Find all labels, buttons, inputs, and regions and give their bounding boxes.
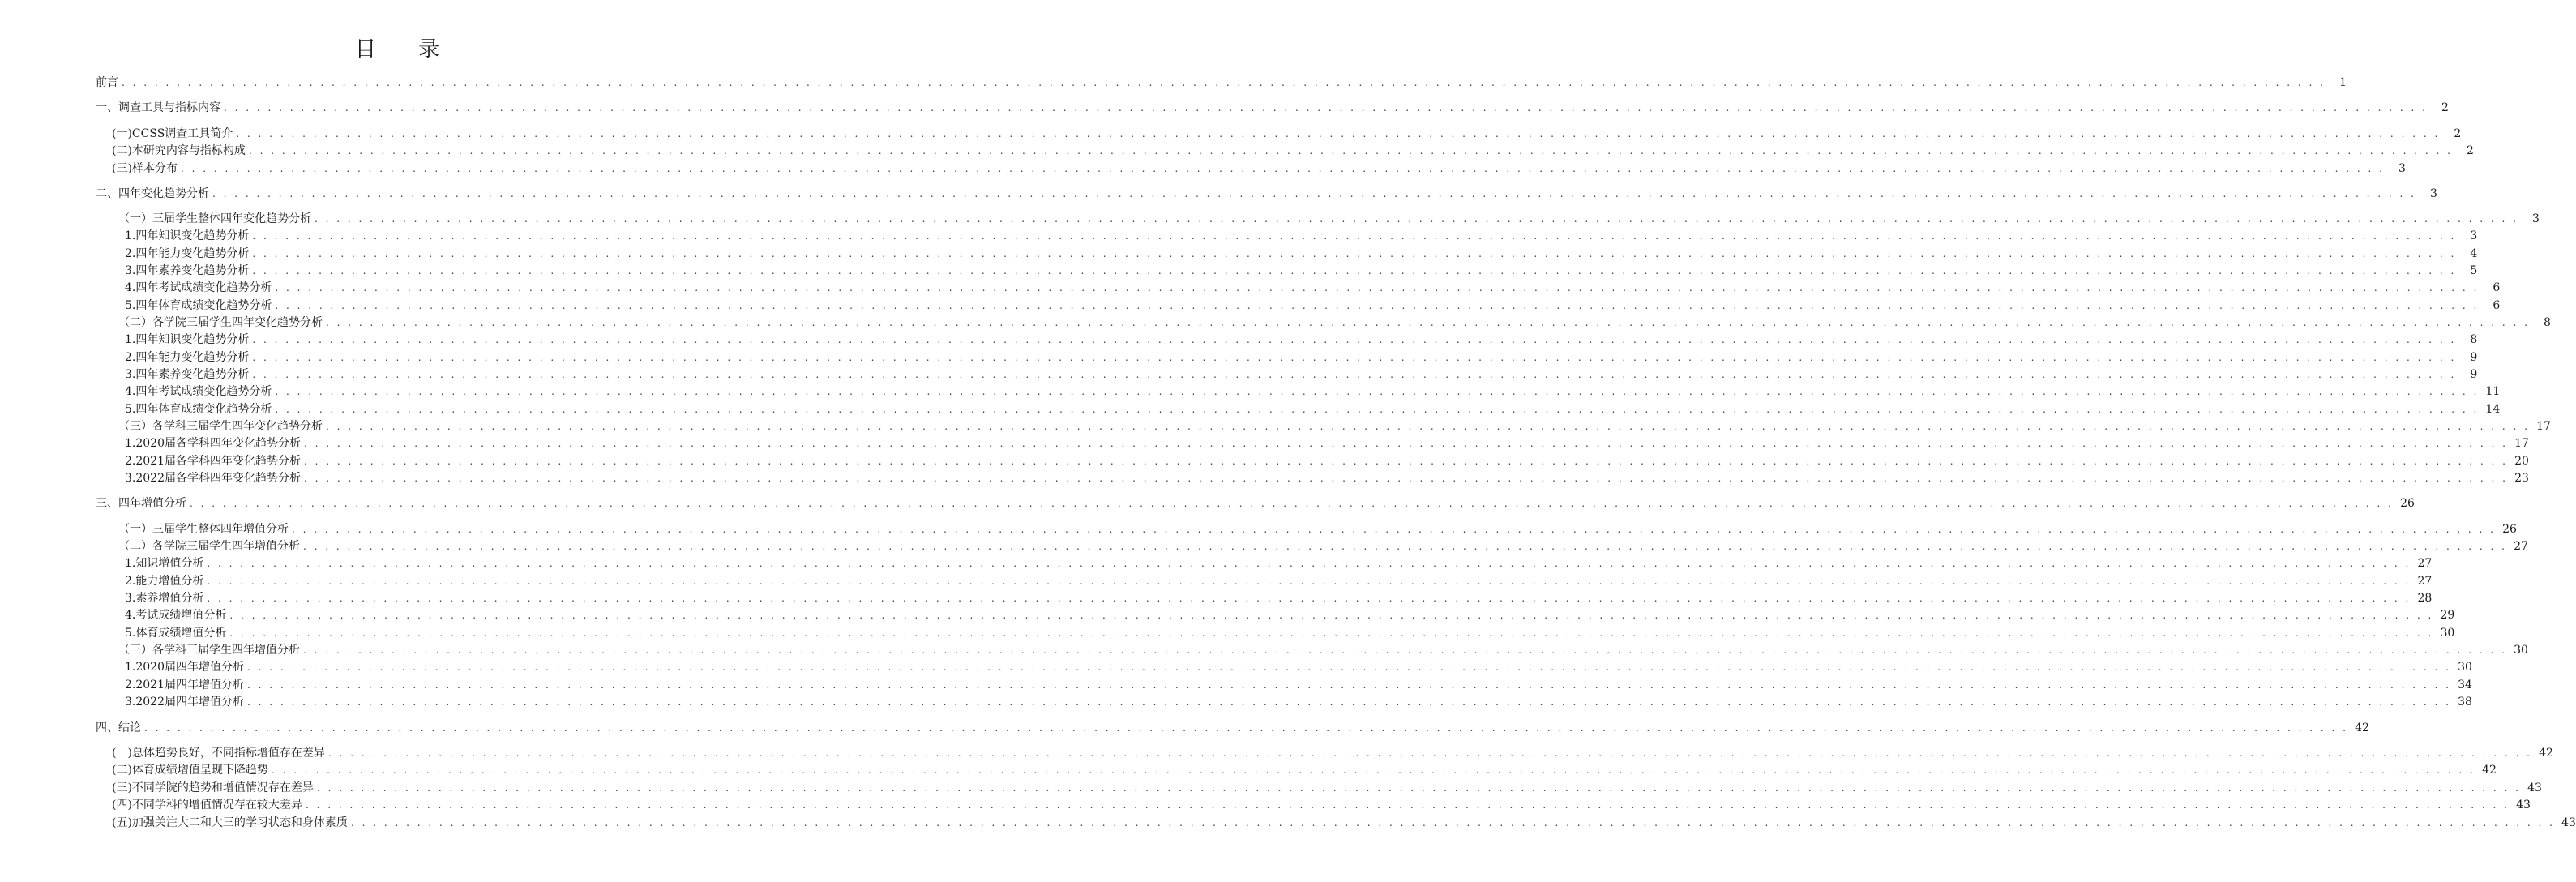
- toc-dot-leader: . . . . . . . . . . . . . . . . . . . . . . . . . . . . . . . . . . . . . . . . . . . . . . . . . . . . . . . . . . . . . . . . . . . . . . . . . . . . . . . . . . . . . . . . . . . . . . . . . . . . . . . . . . . . . . . . . . . . . . . . . . . . . . . . . . . . . . . . . . . . . . . . . . . . . . . . . . . . . . . . . . . . . . . . . . . . . . . . . . . . . . . . . . . . . . . . . . . . . . . .: [247, 696, 2451, 708]
- toc-entry[interactable]: [125, 280, 2501, 296]
- toc-entry-label: 3.四年素养变化趋势分析: [125, 264, 250, 277]
- toc-entry-label: 3.2022届各学科四年变化趋势分析: [125, 472, 301, 485]
- toc-entry[interactable]: [125, 677, 2472, 693]
- toc-entry[interactable]: [96, 75, 2347, 91]
- toc-entry[interactable]: [96, 100, 2449, 116]
- toc-entry-page-number: 28: [2417, 592, 2433, 605]
- toc-dot-leader: . . . . . . . . . . . . . . . . . . . . . . . . . . . . . . . . . . . . . . . . . . . . . . . . . . . . . . . . . . . . . . . . . . . . . . . . . . . . . . . . . . . . . . . . . . . . . . . . . . . . . . . . . . . . . . . . . . . . . . . . . . . . . . . . . . . . . . . . . . . . . . . . . . . . . . . . . . . . . . . . . . . . . . . . . . . . . . . . . . . . . . . . . . . . . . . . . . . . . . . .: [229, 610, 2434, 621]
- toc-entry-page-number: 38: [2458, 696, 2472, 709]
- toc-entry-page-number: 1: [2339, 76, 2347, 89]
- toc-entry-page-number: 2: [2466, 144, 2474, 157]
- toc-entry-label: (三)不同学院的趋势和增值情况存在差异: [112, 781, 314, 794]
- toc-entry-page-number: 20: [2514, 455, 2529, 468]
- toc-dot-leader: . . . . . . . . . . . . . . . . . . . . . . . . . . . . . . . . . . . . . . . . . . . . . . . . . . . . . . . . . . . . . . . . . . . . . . . . . . . . . . . . . . . . . . . . . . . . . . . . . . . . . . . . . . . . . . . . . . . . . . . . . . . . . . . . . . . . . . . . . . . . . . . . . . . . . . . . . . . . . . . . . . . . . . . . . . . . . . . . . . . . . . . . . . . . . . . . . . . . . . . .: [144, 722, 2348, 734]
- toc-dot-leader: . . . . . . . . . . . . . . . . . . . . . . . . . . . . . . . . . . . . . . . . . . . . . . . . . . . . . . . . . . . . . . . . . . . . . . . . . . . . . . . . . . . . . . . . . . . . . . . . . . . . . . . . . . . . . . . . . . . . . . . . . . . . . . . . . . . . . . . . . . . . . . . . . . . . . . . . . . . . . . . . . . . . . . . . . . . . . . . . . . . . . . . . . . . . . . . . . . . . . . . .: [207, 558, 2411, 569]
- toc-dot-leader: . . . . . . . . . . . . . . . . . . . . . . . . . . . . . . . . . . . . . . . . . . . . . . . . . . . . . . . . . . . . . . . . . . . . . . . . . . . . . . . . . . . . . . . . . . . . . . . . . . . . . . . . . . . . . . . . . . . . . . . . . . . . . . . . . . . . . . . . . . . . . . . . . . . . . . . . . . . . . . . . . . . . . . . . . . . . . . . . . . . . . . . . . . . . . . . . . . . . . . . .: [292, 524, 2496, 535]
- toc-entry[interactable]: [118, 211, 2540, 227]
- toc-entry-label: 5.四年体育成绩变化趋势分析: [125, 299, 272, 312]
- toc-entry-page-number: 30: [2458, 661, 2472, 674]
- toc-dot-leader: . . . . . . . . . . . . . . . . . . . . . . . . . . . . . . . . . . . . . . . . . . . . . . . . . . . . . . . . . . . . . . . . . . . . . . . . . . . . . . . . . . . . . . . . . . . . . . . . . . . . . . . . . . . . . . . . . . . . . . . . . . . . . . . . . . . . . . . . . . . . . . . . . . . . . . . . . . . . . . . . . . . . . . . . . . . . . . . . . . . . . . . . . . . . . . . . . . . . . . . .: [207, 576, 2411, 587]
- toc-dot-leader: . . . . . . . . . . . . . . . . . . . . . . . . . . . . . . . . . . . . . . . . . . . . . . . . . . . . . . . . . . . . . . . . . . . . . . . . . . . . . . . . . . . . . . . . . . . . . . . . . . . . . . . . . . . . . . . . . . . . . . . . . . . . . . . . . . . . . . . . . . . . . . . . . . . . . . . . . . . . . . . . . . . . . . . . . . . . . . . . . . . . . . . . . . . . . . . . . . . . . . . .: [275, 300, 2480, 311]
- toc-entry-page-number: 14: [2485, 403, 2501, 416]
- toc-entry-page-number: 26: [2400, 497, 2415, 510]
- toc-entry[interactable]: [125, 435, 2529, 452]
- toc-entry[interactable]: [125, 228, 2478, 244]
- page-title: 目 录: [354, 37, 458, 62]
- toc-entry-page-number: 8: [2544, 316, 2551, 329]
- toc-entry-label: 二、四年变化趋势分析: [96, 187, 209, 200]
- toc-entry-label: （一）三届学生整体四年变化趋势分析: [118, 212, 311, 225]
- toc-entry-page-number: 4: [2470, 247, 2478, 260]
- toc-entry-label: (三)样本分布: [112, 162, 178, 175]
- toc-entry[interactable]: [118, 642, 2528, 658]
- toc-entry[interactable]: [112, 762, 2497, 778]
- toc-entry-label: 2.2021届四年增值分析: [125, 679, 244, 691]
- toc-entry[interactable]: [112, 126, 2462, 142]
- toc-entry-label: (五)加强关注大二和大三的学习状态和身体素质: [112, 816, 348, 829]
- toc-entry-page-number: 43: [2516, 799, 2531, 811]
- toc-dot-leader: . . . . . . . . . . . . . . . . . . . . . . . . . . . . . . . . . . . . . . . . . . . . . . . . . . . . . . . . . . . . . . . . . . . . . . . . . . . . . . . . . . . . . . . . . . . . . . . . . . . . . . . . . . . . . . . . . . . . . . . . . . . . . . . . . . . . . . . . . . . . . . . . . . . . . . . . . . . . . . . . . . . . . . . . . . . . . . . . . . . . . . . . . . . . . . . . . . . . . . . .: [326, 317, 2530, 328]
- toc-entry-page-number: 27: [2417, 575, 2433, 588]
- toc-entry-label: 5.体育成绩增值分析: [125, 627, 227, 640]
- toc-entry-label: 3.四年素养变化趋势分析: [125, 368, 250, 381]
- toc-dot-leader: . . . . . . . . . . . . . . . . . . . . . . . . . . . . . . . . . . . . . . . . . . . . . . . . . . . . . . . . . . . . . . . . . . . . . . . . . . . . . . . . . . . . . . . . . . . . . . . . . . . . . . . . . . . . . . . . . . . . . . . . . . . . . . . . . . . . . . . . . . . . . . . . . . . . . . . . . . . . . . . . . . . . . . . . . . . . . . . . . . . . . . . . . . . . . . . . . . . . . . . .: [327, 747, 2532, 759]
- toc-dot-leader: . . . . . . . . . . . . . . . . . . . . . . . . . . . . . . . . . . . . . . . . . . . . . . . . . . . . . . . . . . . . . . . . . . . . . . . . . . . . . . . . . . . . . . . . . . . . . . . . . . . . . . . . . . . . . . . . . . . . . . . . . . . . . . . . . . . . . . . . . . . . . . . . . . . . . . . . . . . . . . . . . . . . . . . . . . . . . . . . . . . . . . . . . . . . . . . . . . . . . . . .: [207, 593, 2411, 604]
- toc-entry-label: 4.四年考试成绩变化趋势分析: [125, 385, 272, 398]
- toc-entry-label: 一、调查工具与指标内容: [96, 101, 220, 114]
- toc-entry-label: （二）各学院三届学生四年增值分析: [118, 540, 300, 553]
- toc-entry-label: 1.四年知识变化趋势分析: [125, 333, 250, 346]
- toc-entry[interactable]: [112, 143, 2474, 159]
- toc-entry[interactable]: [96, 186, 2437, 202]
- toc-entry-label: （三）各学科三届学生四年变化趋势分析: [118, 420, 323, 433]
- toc-dot-leader: . . . . . . . . . . . . . . . . . . . . . . . . . . . . . . . . . . . . . . . . . . . . . . . . . . . . . . . . . . . . . . . . . . . . . . . . . . . . . . . . . . . . . . . . . . . . . . . . . . . . . . . . . . . . . . . . . . . . . . . . . . . . . . . . . . . . . . . . . . . . . . . . . . . . . . . . . . . . . . . . . . . . . . . . . . . . . . . . . . . . . . . . . . . . . . . . . . . . . . . .: [247, 679, 2451, 691]
- toc-entry-label: 1.四年知识变化趋势分析: [125, 229, 250, 242]
- toc-entry[interactable]: [112, 161, 2406, 177]
- toc-dot-leader: . . . . . . . . . . . . . . . . . . . . . . . . . . . . . . . . . . . . . . . . . . . . . . . . . . . . . . . . . . . . . . . . . . . . . . . . . . . . . . . . . . . . . . . . . . . . . . . . . . . . . . . . . . . . . . . . . . . . . . . . . . . . . . . . . . . . . . . . . . . . . . . . . . . . . . . . . . . . . . . . . . . . . . . . . . . . . . . . . . . . . . . . . . . . . . . . . . . . . . . .: [212, 188, 2416, 199]
- toc-dot-leader: . . . . . . . . . . . . . . . . . . . . . . . . . . . . . . . . . . . . . . . . . . . . . . . . . . . . . . . . . . . . . . . . . . . . . . . . . . . . . . . . . . . . . . . . . . . . . . . . . . . . . . . . . . . . . . . . . . . . . . . . . . . . . . . . . . . . . . . . . . . . . . . . . . . . . . . . . . . . . . . . . . . . . . . . . . . . . . . . . . . . . . . . . . . . . . . . . . . . . . . .: [350, 817, 2555, 828]
- toc-entry-page-number: 29: [2440, 609, 2455, 622]
- toc-entry-label: (二)本研究内容与指标构成: [112, 144, 246, 157]
- toc-entry[interactable]: [125, 383, 2501, 400]
- toc-dot-leader: . . . . . . . . . . . . . . . . . . . . . . . . . . . . . . . . . . . . . . . . . . . . . . . . . . . . . . . . . . . . . . . . . . . . . . . . . . . . . . . . . . . . . . . . . . . . . . . . . . . . . . . . . . . . . . . . . . . . . . . . . . . . . . . . . . . . . . . . . . . . . . . . . . . . . . . . . . . . . . . . . . . . . . . . . . . . . . . . . . . . . . . . . . . . . . . . . . . . . . . .: [252, 369, 2457, 380]
- toc-entry-page-number: 9: [2470, 351, 2478, 364]
- toc-entry-page-number: 6: [2493, 281, 2501, 294]
- toc-entry-label: 3.2022届四年增值分析: [125, 696, 244, 709]
- toc-entry-label: 三、四年增值分析: [96, 497, 186, 510]
- toc-entry-page-number: 3: [2398, 162, 2406, 175]
- toc-entry[interactable]: [125, 573, 2433, 589]
- toc-dot-leader: . . . . . . . . . . . . . . . . . . . . . . . . . . . . . . . . . . . . . . . . . . . . . . . . . . . . . . . . . . . . . . . . . . . . . . . . . . . . . . . . . . . . . . . . . . . . . . . . . . . . . . . . . . . . . . . . . . . . . . . . . . . . . . . . . . . . . . . . . . . . . . . . . . . . . . . . . . . . . . . . . . . . . . . . . . . . . . . . . . . . . . . . . . . . . . . . . . . . . . . .: [229, 627, 2434, 639]
- toc-entry-page-number: 3: [2470, 229, 2478, 242]
- toc-entry-page-number: 23: [2514, 472, 2529, 485]
- toc-dot-leader: . . . . . . . . . . . . . . . . . . . . . . . . . . . . . . . . . . . . . . . . . . . . . . . . . . . . . . . . . . . . . . . . . . . . . . . . . . . . . . . . . . . . . . . . . . . . . . . . . . . . . . . . . . . . . . . . . . . . . . . . . . . . . . . . . . . . . . . . . . . . . . . . . . . . . . . . . . . . . . . . . . . . . . . . . . . . . . . . . . . . . . . . . . . . . . . . . . . . . . . .: [326, 421, 2530, 432]
- toc-dot-leader: . . . . . . . . . . . . . . . . . . . . . . . . . . . . . . . . . . . . . . . . . . . . . . . . . . . . . . . . . . . . . . . . . . . . . . . . . . . . . . . . . . . . . . . . . . . . . . . . . . . . . . . . . . . . . . . . . . . . . . . . . . . . . . . . . . . . . . . . . . . . . . . . . . . . . . . . . . . . . . . . . . . . . . . . . . . . . . . . . . . . . . . . . . . . . . . . . . . . . . . .: [275, 404, 2480, 415]
- toc-entry[interactable]: [125, 659, 2472, 675]
- toc-entry-page-number: 26: [2502, 523, 2517, 536]
- toc-entry-label: 1.2020届各学科四年变化趋势分析: [125, 437, 301, 450]
- toc-dot-leader: . . . . . . . . . . . . . . . . . . . . . . . . . . . . . . . . . . . . . . . . . . . . . . . . . . . . . . . . . . . . . . . . . . . . . . . . . . . . . . . . . . . . . . . . . . . . . . . . . . . . . . . . . . . . . . . . . . . . . . . . . . . . . . . . . . . . . . . . . . . . . . . . . . . . . . . . . . . . . . . . . . . . . . . . . . . . . . . . . . . . . . . . . . . . . . . . . . . . . . . .: [271, 764, 2475, 776]
- toc-entry-page-number: 17: [2514, 437, 2529, 450]
- toc-dot-leader: . . . . . . . . . . . . . . . . . . . . . . . . . . . . . . . . . . . . . . . . . . . . . . . . . . . . . . . . . . . . . . . . . . . . . . . . . . . . . . . . . . . . . . . . . . . . . . . . . . . . . . . . . . . . . . . . . . . . . . . . . . . . . . . . . . . . . . . . . . . . . . . . . . . . . . . . . . . . . . . . . . . . . . . . . . . . . . . . . . . . . . . . . . . . . . . . . . . . . . . .: [248, 145, 2453, 156]
- toc-dot-leader: . . . . . . . . . . . . . . . . . . . . . . . . . . . . . . . . . . . . . . . . . . . . . . . . . . . . . . . . . . . . . . . . . . . . . . . . . . . . . . . . . . . . . . . . . . . . . . . . . . . . . . . . . . . . . . . . . . . . . . . . . . . . . . . . . . . . . . . . . . . . . . . . . . . . . . . . . . . . . . . . . . . . . . . . . . . . . . . . . . . . . . . . . . . . . . . . . . . . . . . .: [304, 456, 2508, 467]
- toc-entry[interactable]: [118, 538, 2528, 554]
- toc-dot-leader: . . . . . . . . . . . . . . . . . . . . . . . . . . . . . . . . . . . . . . . . . . . . . . . . . . . . . . . . . . . . . . . . . . . . . . . . . . . . . . . . . . . . . . . . . . . . . . . . . . . . . . . . . . . . . . . . . . . . . . . . . . . . . . . . . . . . . . . . . . . . . . . . . . . . . . . . . . . . . . . . . . . . . . . . . . . . . . . . . . . . . . . . . . . . . . . . . . . . . . . .: [252, 352, 2457, 363]
- toc-entry-label: （三）各学科三届学生四年增值分析: [118, 644, 300, 657]
- toc-entry-label: (一)CCSS调查工具简介: [112, 127, 233, 140]
- toc-entry[interactable]: [118, 315, 2551, 331]
- toc-entry[interactable]: [125, 332, 2478, 348]
- toc-entry-label: (四)不同学科的增值情况存在较大差异: [112, 799, 302, 811]
- toc-dot-leader: . . . . . . . . . . . . . . . . . . . . . . . . . . . . . . . . . . . . . . . . . . . . . . . . . . . . . . . . . . . . . . . . . . . . . . . . . . . . . . . . . . . . . . . . . . . . . . . . . . . . . . . . . . . . . . . . . . . . . . . . . . . . . . . . . . . . . . . . . . . . . . . . . . . . . . . . . . . . . . . . . . . . . . . . . . . . . . . . . . . . . . . . . . . . . . . . . . . . . . . .: [252, 334, 2457, 345]
- toc-entry-label: 1.知识增值分析: [125, 557, 204, 570]
- toc-dot-leader: . . . . . . . . . . . . . . . . . . . . . . . . . . . . . . . . . . . . . . . . . . . . . . . . . . . . . . . . . . . . . . . . . . . . . . . . . . . . . . . . . . . . . . . . . . . . . . . . . . . . . . . . . . . . . . . . . . . . . . . . . . . . . . . . . . . . . . . . . . . . . . . . . . . . . . . . . . . . . . . . . . . . . . . . . . . . . . . . . . . . . . . . . . . . . . . . . . . . . . . .: [190, 498, 2394, 509]
- toc-entry[interactable]: [125, 694, 2472, 710]
- toc-entry[interactable]: [125, 401, 2501, 417]
- toc-entry[interactable]: [96, 495, 2415, 512]
- toc-entry-label: 2.四年能力变化趋势分析: [125, 351, 250, 364]
- toc-entry-label: 4.四年考试成绩变化趋势分析: [125, 281, 272, 294]
- toc-entry-page-number: 3: [2532, 212, 2540, 225]
- toc-dot-leader: . . . . . . . . . . . . . . . . . . . . . . . . . . . . . . . . . . . . . . . . . . . . . . . . . . . . . . . . . . . . . . . . . . . . . . . . . . . . . . . . . . . . . . . . . . . . . . . . . . . . . . . . . . . . . . . . . . . . . . . . . . . . . . . . . . . . . . . . . . . . . . . . . . . . . . . . . . . . . . . . . . . . . . . . . . . . . . . . . . . . . . . . . . . . . . . . . . . . . . . .: [303, 541, 2507, 552]
- toc-entry-label: 4.考试成绩增值分析: [125, 609, 227, 622]
- toc-dot-leader: . . . . . . . . . . . . . . . . . . . . . . . . . . . . . . . . . . . . . . . . . . . . . . . . . . . . . . . . . . . . . . . . . . . . . . . . . . . . . . . . . . . . . . . . . . . . . . . . . . . . . . . . . . . . . . . . . . . . . . . . . . . . . . . . . . . . . . . . . . . . . . . . . . . . . . . . . . . . . . . . . . . . . . . . . . . . . . . . . . . . . . . . . . . . . . . . . . . . . . . .: [247, 662, 2451, 673]
- toc-dot-leader: . . . . . . . . . . . . . . . . . . . . . . . . . . . . . . . . . . . . . . . . . . . . . . . . . . . . . . . . . . . . . . . . . . . . . . . . . . . . . . . . . . . . . . . . . . . . . . . . . . . . . . . . . . . . . . . . . . . . . . . . . . . . . . . . . . . . . . . . . . . . . . . . . . . . . . . . . . . . . . . . . . . . . . . . . . . . . . . . . . . . . . . . . . . . . . . . . . . . . . . .: [252, 230, 2457, 242]
- toc-entry-label: 5.四年体育成绩变化趋势分析: [125, 403, 272, 416]
- toc-entry-page-number: 8: [2470, 333, 2478, 346]
- toc-dot-leader: . . . . . . . . . . . . . . . . . . . . . . . . . . . . . . . . . . . . . . . . . . . . . . . . . . . . . . . . . . . . . . . . . . . . . . . . . . . . . . . . . . . . . . . . . . . . . . . . . . . . . . . . . . . . . . . . . . . . . . . . . . . . . . . . . . . . . . . . . . . . . . . . . . . . . . . . . . . . . . . . . . . . . . . . . . . . . . . . . . . . . . . . . . . . . . . . . . . . . . . .: [180, 163, 2385, 174]
- toc-entry-label: (一)总体趋势良好，不同指标增值存在差异: [112, 747, 325, 760]
- toc-entry[interactable]: [125, 607, 2455, 623]
- toc-entry[interactable]: [125, 246, 2478, 262]
- toc-dot-leader: . . . . . . . . . . . . . . . . . . . . . . . . . . . . . . . . . . . . . . . . . . . . . . . . . . . . . . . . . . . . . . . . . . . . . . . . . . . . . . . . . . . . . . . . . . . . . . . . . . . . . . . . . . . . . . . . . . . . . . . . . . . . . . . . . . . . . . . . . . . . . . . . . . . . . . . . . . . . . . . . . . . . . . . . . . . . . . . . . . . . . . . . . . . . . . . . . . . . . . . .: [252, 248, 2457, 259]
- toc-entry-page-number: 3: [2430, 187, 2437, 200]
- toc-entry[interactable]: [118, 521, 2517, 537]
- toc-dot-leader: . . . . . . . . . . . . . . . . . . . . . . . . . . . . . . . . . . . . . . . . . . . . . . . . . . . . . . . . . . . . . . . . . . . . . . . . . . . . . . . . . . . . . . . . . . . . . . . . . . . . . . . . . . . . . . . . . . . . . . . . . . . . . . . . . . . . . . . . . . . . . . . . . . . . . . . . . . . . . . . . . . . . . . . . . . . . . . . . . . . . . . . . . . . . . . . . . . . . . . . .: [305, 799, 2510, 811]
- toc-entry[interactable]: [118, 418, 2551, 435]
- toc-entry[interactable]: [125, 366, 2478, 383]
- toc-entry-page-number: 42: [2539, 747, 2553, 760]
- toc-dot-leader: . . . . . . . . . . . . . . . . . . . . . . . . . . . . . . . . . . . . . . . . . . . . . . . . . . . . . . . . . . . . . . . . . . . . . . . . . . . . . . . . . . . . . . . . . . . . . . . . . . . . . . . . . . . . . . . . . . . . . . . . . . . . . . . . . . . . . . . . . . . . . . . . . . . . . . . . . . . . . . . . . . . . . . . . . . . . . . . . . . . . . . . . . . . . . . . . . . . . . . . .: [316, 782, 2521, 794]
- toc-entry-page-number: 43: [2561, 816, 2576, 829]
- toc-entry-page-number: 42: [2355, 721, 2369, 734]
- toc-dot-leader: . . . . . . . . . . . . . . . . . . . . . . . . . . . . . . . . . . . . . . . . . . . . . . . . . . . . . . . . . . . . . . . . . . . . . . . . . . . . . . . . . . . . . . . . . . . . . . . . . . . . . . . . . . . . . . . . . . . . . . . . . . . . . . . . . . . . . . . . . . . . . . . . . . . . . . . . . . . . . . . . . . . . . . . . . . . . . . . . . . . . . . . . . . . . . . . . . . . . . . . .: [252, 265, 2457, 276]
- toc-entry-label: 3.素养增值分析: [125, 592, 204, 605]
- toc-entry[interactable]: [125, 263, 2478, 279]
- toc-entry-page-number: 27: [2514, 540, 2528, 553]
- toc-entry[interactable]: [112, 745, 2553, 761]
- toc-entry-label: 2.能力增值分析: [125, 575, 204, 588]
- toc-dot-leader: . . . . . . . . . . . . . . . . . . . . . . . . . . . . . . . . . . . . . . . . . . . . . . . . . . . . . . . . . . . . . . . . . . . . . . . . . . . . . . . . . . . . . . . . . . . . . . . . . . . . . . . . . . . . . . . . . . . . . . . . . . . . . . . . . . . . . . . . . . . . . . . . . . . . . . . . . . . . . . . . . . . . . . . . . . . . . . . . . . . . . . . . . . . . . . . . . . . . . . . .: [224, 102, 2428, 113]
- toc-dot-leader: . . . . . . . . . . . . . . . . . . . . . . . . . . . . . . . . . . . . . . . . . . . . . . . . . . . . . . . . . . . . . . . . . . . . . . . . . . . . . . . . . . . . . . . . . . . . . . . . . . . . . . . . . . . . . . . . . . . . . . . . . . . . . . . . . . . . . . . . . . . . . . . . . . . . . . . . . . . . . . . . . . . . . . . . . . . . . . . . . . . . . . . . . . . . . . . . . . . . . . . .: [315, 213, 2518, 225]
- toc-entry[interactable]: [125, 453, 2529, 469]
- toc-entry-page-number: 27: [2417, 557, 2433, 570]
- toc-entry[interactable]: [125, 625, 2455, 641]
- toc-entry-label: 前言: [96, 76, 118, 89]
- toc-entry-label: 1.2020届四年增值分析: [125, 661, 244, 674]
- toc-entry-label: (二)体育成绩增值呈现下降趋势: [112, 764, 268, 777]
- toc-dot-leader: . . . . . . . . . . . . . . . . . . . . . . . . . . . . . . . . . . . . . . . . . . . . . . . . . . . . . . . . . . . . . . . . . . . . . . . . . . . . . . . . . . . . . . . . . . . . . . . . . . . . . . . . . . . . . . . . . . . . . . . . . . . . . . . . . . . . . . . . . . . . . . . . . . . . . . . . . . . . . . . . . . . . . . . . . . . . . . . . . . . . . . . . . . . . . . . . . . . . . . . .: [275, 282, 2480, 293]
- toc-entry[interactable]: [112, 780, 2542, 796]
- toc-entry-page-number: 6: [2493, 299, 2501, 312]
- toc-entry-page-number: 11: [2485, 385, 2501, 398]
- toc-entry-label: 四、结论: [96, 721, 141, 734]
- toc-entry-label: （二）各学院三届学生四年变化趋势分析: [118, 316, 323, 329]
- toc-entry-page-number: 9: [2470, 368, 2478, 381]
- toc-dot-leader: . . . . . . . . . . . . . . . . . . . . . . . . . . . . . . . . . . . . . . . . . . . . . . . . . . . . . . . . . . . . . . . . . . . . . . . . . . . . . . . . . . . . . . . . . . . . . . . . . . . . . . . . . . . . . . . . . . . . . . . . . . . . . . . . . . . . . . . . . . . . . . . . . . . . . . . . . . . . . . . . . . . . . . . . . . . . . . . . . . . . . . . . . . . . . . . . . . . . . . . .: [304, 473, 2508, 484]
- toc-entry-page-number: 17: [2536, 420, 2551, 433]
- toc-entry[interactable]: [125, 470, 2529, 486]
- toc-entry[interactable]: [125, 349, 2478, 366]
- toc-entry[interactable]: [125, 590, 2433, 606]
- toc-entry[interactable]: [96, 720, 2369, 736]
- toc-entry-page-number: 30: [2440, 627, 2455, 640]
- toc-entry[interactable]: [112, 815, 2576, 831]
- toc-entry-page-number: 2: [2454, 127, 2462, 140]
- toc-entry[interactable]: [125, 555, 2433, 572]
- toc-entry-page-number: 5: [2470, 264, 2478, 277]
- toc-entry[interactable]: [112, 797, 2531, 813]
- toc-dot-leader: . . . . . . . . . . . . . . . . . . . . . . . . . . . . . . . . . . . . . . . . . . . . . . . . . . . . . . . . . . . . . . . . . . . . . . . . . . . . . . . . . . . . . . . . . . . . . . . . . . . . . . . . . . . . . . . . . . . . . . . . . . . . . . . . . . . . . . . . . . . . . . . . . . . . . . . . . . . . . . . . . . . . . . . . . . . . . . . . . . . . . . . . . . . . . . . . . . . . . . . .: [303, 644, 2507, 656]
- toc-dot-leader: . . . . . . . . . . . . . . . . . . . . . . . . . . . . . . . . . . . . . . . . . . . . . . . . . . . . . . . . . . . . . . . . . . . . . . . . . . . . . . . . . . . . . . . . . . . . . . . . . . . . . . . . . . . . . . . . . . . . . . . . . . . . . . . . . . . . . . . . . . . . . . . . . . . . . . . . . . . . . . . . . . . . . . . . . . . . . . . . . . . . . . . . . . . . . . . . . . . . . . . .: [275, 386, 2480, 397]
- toc-dot-leader: . . . . . . . . . . . . . . . . . . . . . . . . . . . . . . . . . . . . . . . . . . . . . . . . . . . . . . . . . . . . . . . . . . . . . . . . . . . . . . . . . . . . . . . . . . . . . . . . . . . . . . . . . . . . . . . . . . . . . . . . . . . . . . . . . . . . . . . . . . . . . . . . . . . . . . . . . . . . . . . . . . . . . . . . . . . . . . . . . . . . . . . . . . . . . . . . . . . . . . . .: [236, 128, 2441, 139]
- toc-entry-page-number: 43: [2527, 781, 2542, 794]
- toc-dot-leader: . . . . . . . . . . . . . . . . . . . . . . . . . . . . . . . . . . . . . . . . . . . . . . . . . . . . . . . . . . . . . . . . . . . . . . . . . . . . . . . . . . . . . . . . . . . . . . . . . . . . . . . . . . . . . . . . . . . . . . . . . . . . . . . . . . . . . . . . . . . . . . . . . . . . . . . . . . . . . . . . . . . . . . . . . . . . . . . . . . . . . . . . . . . . . . . . . . . . . . . .: [122, 77, 2326, 88]
- toc-entry-label: 2.2021届各学科四年变化趋势分析: [125, 455, 301, 468]
- toc-entry-label: （一）三届学生整体四年增值分析: [118, 523, 289, 536]
- toc-entry-page-number: 34: [2458, 679, 2472, 691]
- toc-entry-page-number: 30: [2514, 644, 2528, 657]
- toc-entry-label: 2.四年能力变化趋势分析: [125, 247, 250, 260]
- toc-dot-leader: . . . . . . . . . . . . . . . . . . . . . . . . . . . . . . . . . . . . . . . . . . . . . . . . . . . . . . . . . . . . . . . . . . . . . . . . . . . . . . . . . . . . . . . . . . . . . . . . . . . . . . . . . . . . . . . . . . . . . . . . . . . . . . . . . . . . . . . . . . . . . . . . . . . . . . . . . . . . . . . . . . . . . . . . . . . . . . . . . . . . . . . . . . . . . . . . . . . . . . . .: [304, 438, 2508, 449]
- toc-entry-page-number: 2: [2441, 101, 2449, 114]
- toc-entry[interactable]: [125, 298, 2501, 314]
- toc-entry-page-number: 42: [2482, 764, 2497, 777]
